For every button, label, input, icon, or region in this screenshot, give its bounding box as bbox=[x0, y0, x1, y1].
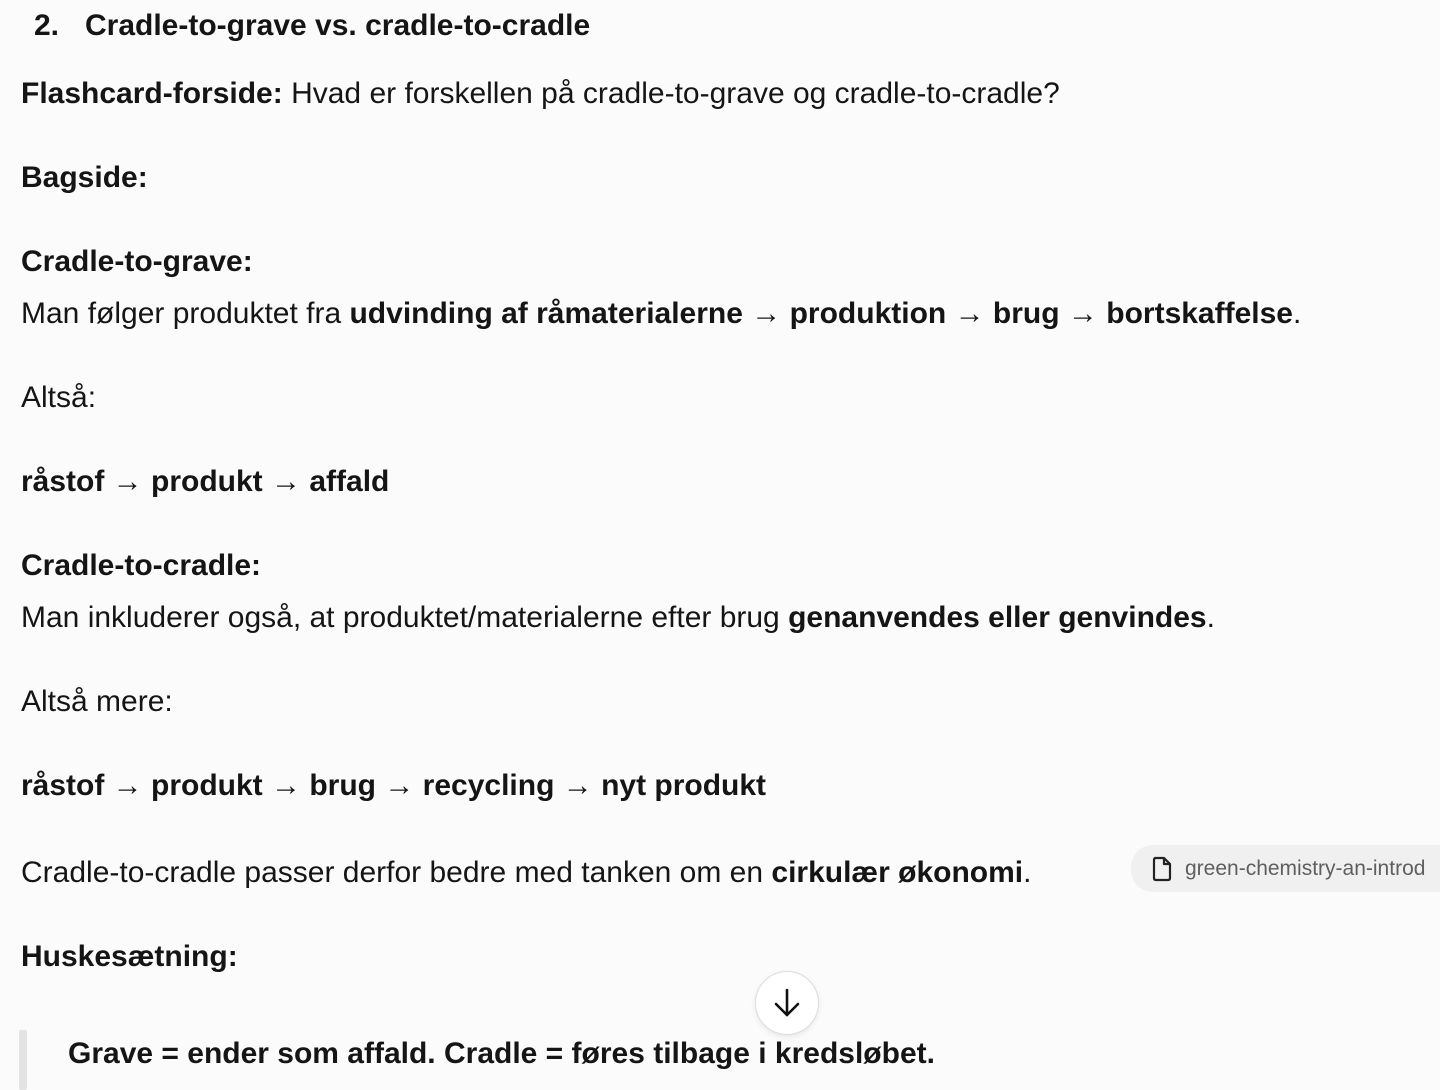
memory-heading bbox=[21, 939, 238, 975]
grave-flow-text: råstof → produkt → affald bbox=[21, 465, 390, 498]
grave-description bbox=[21, 296, 1301, 332]
conclusion-end: . bbox=[1023, 856, 1032, 889]
grave-step-2: produktion bbox=[789, 297, 947, 330]
grave-lead: Man følger produktet fra bbox=[21, 297, 350, 330]
cradle-lead: Man inkluderer også, at produktet/materialerne efter brug bbox=[21, 601, 789, 634]
conclusion-bold: cirkulær økonomi bbox=[771, 856, 1024, 889]
heading-number: 2. bbox=[34, 9, 60, 42]
grave-flow bbox=[21, 464, 389, 500]
front-label: Flashcard-forside: bbox=[21, 77, 283, 110]
grave-label: Cradle-to-grave: bbox=[21, 245, 253, 278]
grave-step-4: bortskaffelse bbox=[1106, 297, 1293, 330]
front-text: Hvad er forskellen på cradle-to-grave og cradle-to-cradle? bbox=[282, 77, 1060, 110]
section-heading bbox=[34, 8, 590, 44]
grave-altsaa: Altså: bbox=[21, 381, 97, 414]
grave-step-3: brug bbox=[992, 297, 1060, 330]
cradle-bold: genanvendes eller genvindes bbox=[788, 601, 1207, 634]
cradle-heading bbox=[21, 548, 261, 584]
document-icon bbox=[1151, 856, 1173, 882]
memory-quote: Grave = ender som affald. Cradle = føres tilbage i kredsløbet. bbox=[68, 1037, 935, 1070]
arrow-down-icon bbox=[772, 987, 802, 1019]
grave-arrow-2: → bbox=[946, 297, 993, 330]
cradle-flow bbox=[21, 768, 766, 804]
scroll-to-bottom-button[interactable] bbox=[755, 971, 819, 1035]
grave-arrow-3: → bbox=[1059, 297, 1107, 330]
cradle-label: Cradle-to-cradle: bbox=[21, 549, 262, 582]
heading-title: Cradle-to-grave vs. cradle-to-cradle bbox=[85, 9, 591, 42]
conclusion bbox=[21, 855, 1031, 891]
grave-step-1: udvinding af råmaterialerne bbox=[349, 297, 743, 330]
memory-label: Huskesætning: bbox=[21, 940, 238, 973]
blockquote-bar bbox=[19, 1030, 27, 1090]
grave-heading bbox=[21, 244, 253, 280]
back-label-line bbox=[21, 160, 148, 196]
cradle-flow-text: råstof → produkt → brug → recycling → nyt produkt bbox=[21, 769, 767, 802]
grave-end: . bbox=[1293, 297, 1302, 330]
flashcard-front bbox=[21, 76, 1060, 112]
grave-arrow-1: → bbox=[742, 297, 790, 330]
citation-chip[interactable] bbox=[1131, 845, 1440, 892]
conclusion-lead: Cradle-to-cradle passer derfor bedre med tanken om en bbox=[21, 856, 772, 889]
cradle-altsaa: Altså mere: bbox=[21, 685, 173, 718]
back-label: Bagside: bbox=[21, 161, 148, 194]
citation-label: green-chemistry-an-introd bbox=[1185, 856, 1426, 880]
cradle-end: . bbox=[1206, 601, 1215, 634]
cradle-description bbox=[21, 600, 1215, 636]
